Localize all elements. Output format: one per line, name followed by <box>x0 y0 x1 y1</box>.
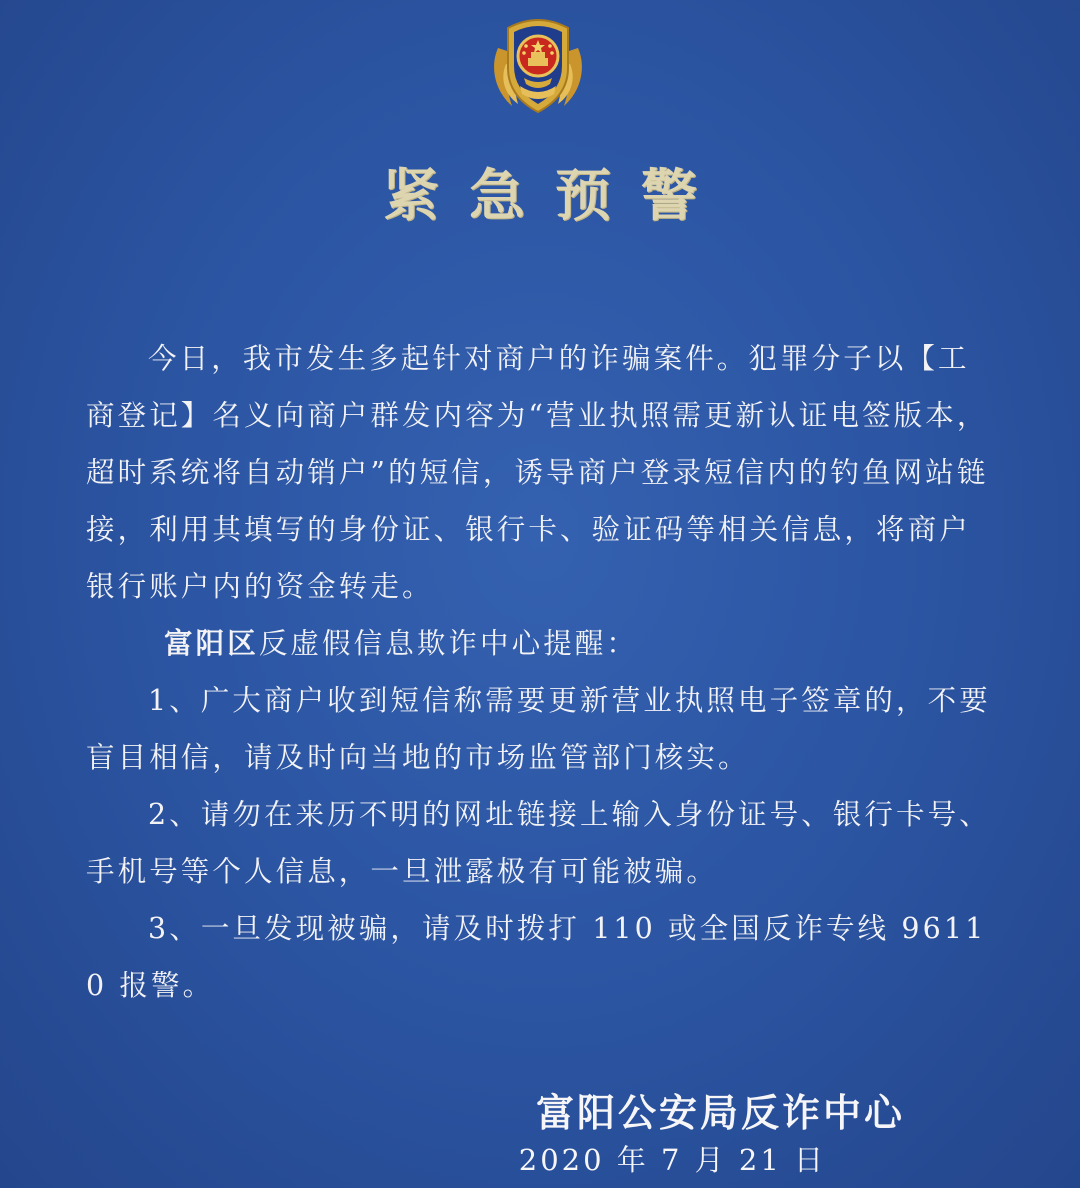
reminder-org: 富阳区 <box>164 626 259 660</box>
reminder-text: 反虚假信息欺诈中心提醒： <box>258 627 639 660</box>
intro-paragraph: 今日，我市发生多起针对商户的诈骗案件。犯罪分子以【工商登记】名义向商户群发内容为“营业执照需更新认证电签版本，超时系统将自动销户”的短信，诱导商户登录短信内的钓鱼网站链接，利用其填写的身份证、银行卡、验证码等相关信息，将商户银行账户内的资金转走。 <box>86 342 989 603</box>
tip-item: 2、请勿在来历不明的网址链接上输入身份证号、银行卡号、手机号等个人信息，一旦泄露极有可能被骗。 <box>86 798 991 888</box>
notice-body <box>86 330 996 1014</box>
tip-item: 1、广大商户收到短信称需要更新营业执照电子签章的，不要盲目相信，请及时向当地的市场监管部门核实。 <box>86 684 991 774</box>
tip-item: 3、一旦发现被骗，请及时拨打 110 或全国反诈专线 96110 报警。 <box>86 912 987 1002</box>
signature: 富阳公安局反诈中心 <box>535 1091 905 1135</box>
date: 2020 年 7 月 21 日 <box>518 1143 826 1177</box>
page-title: 紧急预警 <box>383 164 727 229</box>
police-emblem-icon <box>484 8 592 120</box>
reminder-heading <box>86 615 996 672</box>
